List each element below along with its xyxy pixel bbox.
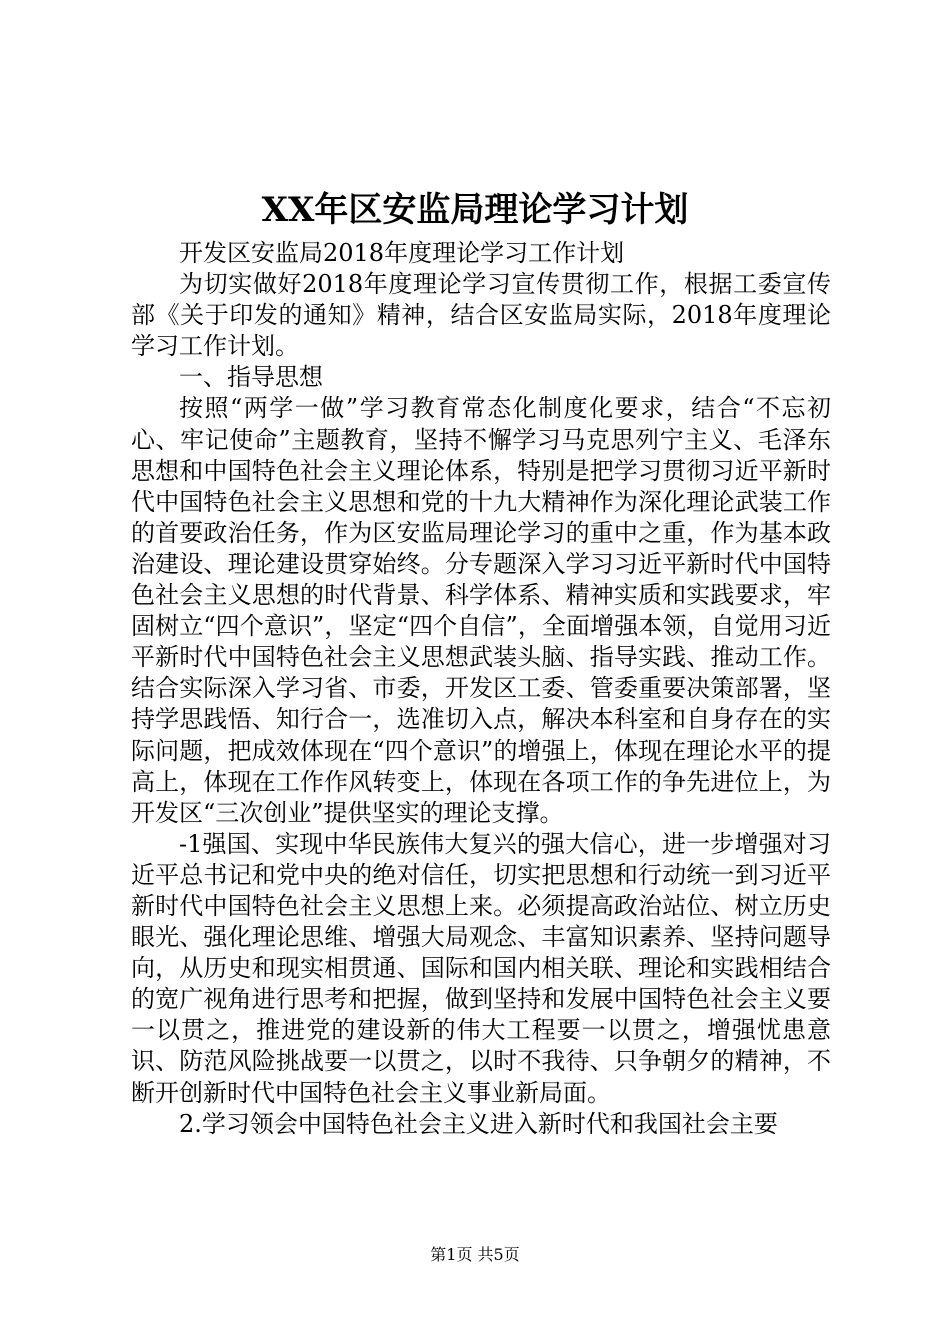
section-heading-guiding-ideology: 一、指导思想 — [179, 363, 323, 392]
document-title: XX年区安监局理论学习计划 — [261, 190, 689, 230]
paragraph-subtitle: 开发区安监局2018年度理论学习工作计划 — [179, 239, 625, 267]
paragraph-intro: 为切实做好2018年度理论学习宣传贯彻工作，根据工委宣传部《关于印发的通知》精神，结合区安监局实际，2018年度理论学习工作计划。 — [131, 270, 831, 361]
paragraph-item-1: -1强国、实现中华民族伟大复兴的强大信心，进一步增强对习近平总书记和党中央的绝对信任，切实把思想和行动统一到习近平新时代中国特色社会主义思想上来。必须提高政治站位、树立历史眼光、强化理论思维、增强大局观念、丰富知识素养、坚持问题导向，从历史和现实相贯通、国际和国内相关联、理论和实践相结合的宽广视角进行思考和把握，做到坚持和发展中国特色社会主义要一以贯之，推进党的建设新的伟大工程要一以贯之，增强忧患意识、防范风险挑战要一以贯之，以时不我待、只争朝夕的精神，不断开创新时代中国特色社会主义事业新局面。 — [131, 829, 831, 1107]
document-body — [131, 238, 831, 1140]
paragraph-item-2: 2.学习领会中国特色社会主义进入新时代和我国社会主要 — [179, 1109, 778, 1138]
paragraph-guiding-ideology: 按照“两学一做”学习教育常态化制度化要求，结合“不忘初心、牢记使命”主题教育，坚持不懈学习马克思列宁主义、毛泽东思想和中国特色社会主义理论体系，特别是把学习贯彻习近平新时代中国特色社会主义思想和党的十九大精神作为深化理论武装工作的首要政治任务，作为区安监局理论学习的重中之重，作为基本政治建设、理论建设贯穿始终。分专题深入学习习近平新时代中国特色社会主义思想的时代背景、科学体系、精神实质和实践要求，牢固树立“四个意识”，坚定“四个自信”，全面增强本领，自觉用习近平新时代中国特色社会主义思想武装头脑、指导实践、推动工作。结合实际深入学习省、市委，开发区工委、管委重要决策部署，坚持学思践悟、知行合一，选准切入点，解决本科室和自身存在的实际问题，把成效体现在“四个意识”的增强上，体现在理论水平的提高上，体现在工作作风转变上，体现在各项工作的争先进位上，为开发区“三次创业”提供坚实的理论支撑。 — [131, 394, 831, 827]
page-footer: 第1页 共5页 — [430, 1245, 520, 1264]
